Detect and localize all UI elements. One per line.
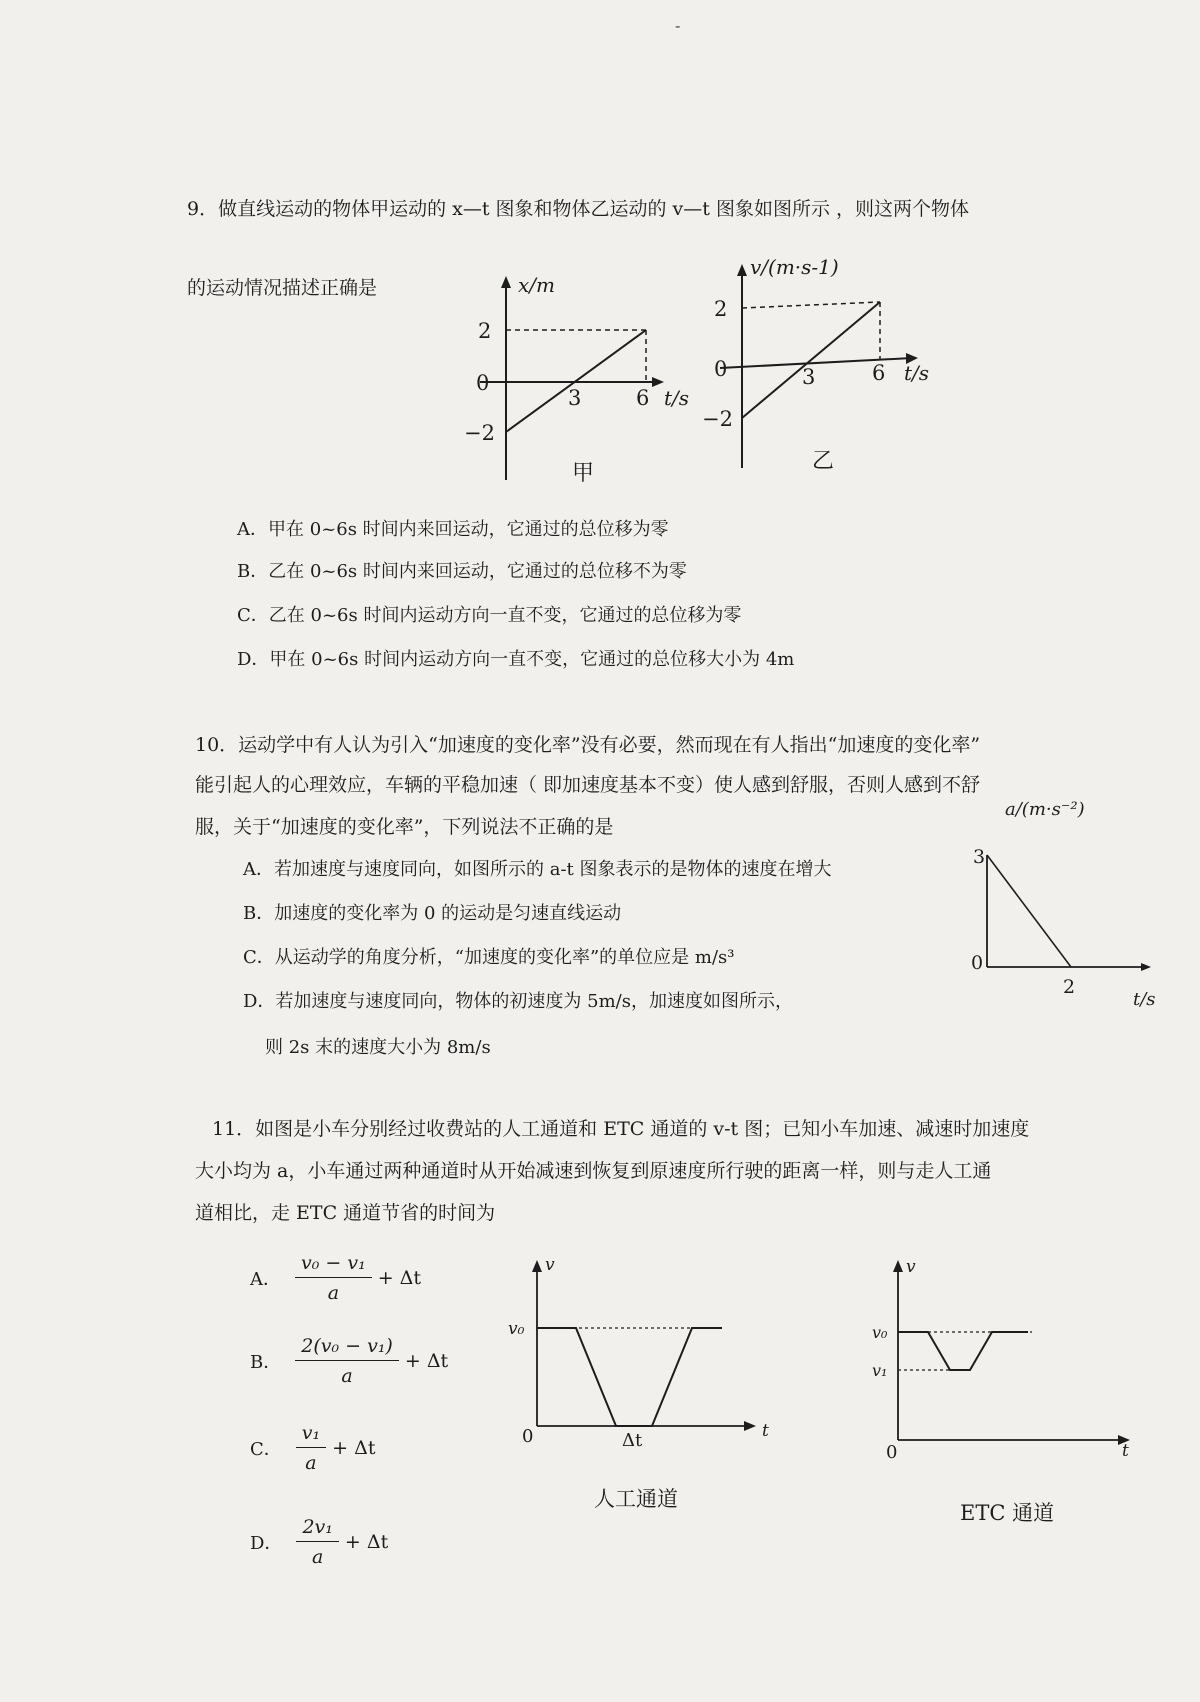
q9-graph-yi bbox=[700, 258, 960, 483]
tail-term: + Δt bbox=[332, 1437, 376, 1459]
q10-stem-line3: 服，关于“加速度的变化率”，下列说法不正确的是 bbox=[195, 816, 614, 838]
x-axis-arrow bbox=[1141, 963, 1151, 971]
q11-graph-etc bbox=[860, 1250, 1140, 1530]
fraction bbox=[296, 1422, 326, 1474]
y-axis-label: a/(m·s⁻²) bbox=[1005, 799, 1085, 820]
x-axis-label: t bbox=[762, 1421, 769, 1441]
q10-stem-line1: 10．运动学中有人认为引入“加速度的变化率”没有必要，然而现在有人指出“加速度的变化率” bbox=[195, 734, 981, 756]
graph-caption: 人工通道 bbox=[594, 1487, 678, 1511]
origin-label: 0 bbox=[522, 1426, 534, 1447]
option-label: B． bbox=[250, 1352, 282, 1373]
q9-option-c: C．乙在 0~6s 时间内运动方向一直不变，它通过的总位移为零 bbox=[237, 605, 742, 626]
x-tick-3: 3 bbox=[802, 365, 816, 389]
data-line bbox=[537, 1328, 722, 1426]
q11-stem-line2: 大小均为 a，小车通过两种通道时从开始减速到恢复到原速度所行驶的距离一样，则与走人工通 bbox=[195, 1160, 992, 1182]
q11-option-c bbox=[250, 1422, 375, 1474]
y-tick-3: 3 bbox=[973, 846, 986, 868]
header-mark: - bbox=[675, 16, 681, 35]
numerator: v₁ bbox=[296, 1422, 326, 1448]
x-axis-arrow bbox=[744, 1421, 756, 1431]
tail-term: + Δt bbox=[404, 1350, 449, 1372]
q10-option-b: B．加速度的变化率为 0 的运动是匀速直线运动 bbox=[243, 903, 622, 924]
x-tick-6: 6 bbox=[636, 386, 650, 410]
numerator: 2v₁ bbox=[296, 1516, 338, 1542]
denominator: a bbox=[305, 1452, 317, 1474]
y-axis-label: v bbox=[906, 1257, 916, 1277]
y-tick-2: 2 bbox=[714, 297, 728, 321]
q9-option-d: D．甲在 0~6s 时间内运动方向一直不变，它通过的总位移大小为 4m bbox=[237, 649, 795, 670]
x-tick-2: 2 bbox=[1063, 976, 1076, 998]
y-axis-label: v/(m·s-1) bbox=[750, 258, 839, 279]
fraction bbox=[296, 1516, 338, 1568]
graph-caption: 乙 bbox=[812, 449, 835, 474]
q9-stem-line1: 9．做直线运动的物体甲运动的 x—t 图象和物体乙运动的 v—t 图象如图所示 ，则这两个物体 bbox=[187, 198, 970, 220]
q10-option-d: D．若加速度与速度同向，物体的初速度为 5m/s，加速度如图所示， bbox=[243, 991, 793, 1012]
q11-stem-line1: 11．如图是小车分别经过收费站的人工通道和 ETC 通道的 v-t 图；已知小车加速、减速时加速度 bbox=[212, 1118, 1030, 1140]
graph-caption: 甲 bbox=[572, 461, 595, 486]
y-tick-neg2: −2 bbox=[464, 421, 495, 445]
q9-stem-line2: 的运动情况描述正确是 bbox=[187, 277, 378, 299]
origin-label: 0 bbox=[971, 952, 984, 974]
y-tick-0: 0 bbox=[714, 357, 728, 381]
x-axis-label: t/s bbox=[1133, 989, 1156, 1010]
q9-option-b: B．乙在 0~6s 时间内来回运动，它通过的总位移不为零 bbox=[237, 561, 687, 582]
tail-term: + Δt bbox=[377, 1267, 422, 1289]
numerator: 2(v₀ − v₁) bbox=[295, 1335, 399, 1361]
y-tick-neg2: −2 bbox=[702, 407, 733, 431]
q11-stem-line3: 道相比，走 ETC 通道节省的时间为 bbox=[195, 1202, 496, 1224]
option-label: C． bbox=[250, 1439, 282, 1460]
q11-option-a bbox=[250, 1252, 421, 1304]
y-tick-2: 2 bbox=[478, 319, 492, 343]
dt-label: Δt bbox=[622, 1430, 643, 1451]
q11-option-b bbox=[250, 1335, 448, 1387]
y-axis-label: x/m bbox=[518, 273, 555, 297]
y-axis-arrow bbox=[737, 264, 747, 276]
y-tick-0: 0 bbox=[476, 371, 490, 395]
q11-graph-manual bbox=[500, 1250, 800, 1520]
denominator: a bbox=[327, 1282, 340, 1304]
q10-option-d-cont: 则 2s 末的速度大小为 8m/s bbox=[265, 1037, 491, 1058]
x-axis-arrow bbox=[652, 377, 664, 387]
v1-label: v₁ bbox=[872, 1361, 888, 1380]
guide-y2 bbox=[742, 302, 880, 308]
option-label: D． bbox=[250, 1533, 283, 1554]
x-tick-3: 3 bbox=[568, 386, 582, 410]
numerator: v₀ − v₁ bbox=[295, 1252, 372, 1278]
q11-option-d bbox=[250, 1516, 388, 1568]
tail-term: + Δt bbox=[344, 1531, 389, 1553]
origin-label: 0 bbox=[886, 1442, 898, 1463]
fraction bbox=[295, 1335, 399, 1387]
q10-option-a: A．若加速度与速度同向，如图所示的 a-t 图象表示的是物体的速度在增大 bbox=[243, 859, 832, 880]
v0-label: v₀ bbox=[508, 1319, 525, 1339]
q9-option-a: A．甲在 0~6s 时间内来回运动，它通过的总位移为零 bbox=[237, 519, 669, 540]
data-line bbox=[898, 1332, 1028, 1370]
x-axis-label: t bbox=[1122, 1441, 1129, 1461]
denominator: a bbox=[312, 1546, 324, 1568]
y-axis-label: v bbox=[545, 1255, 555, 1275]
x-axis-label: t/s bbox=[664, 386, 690, 410]
y-axis-arrow bbox=[532, 1260, 542, 1272]
denominator: a bbox=[341, 1365, 353, 1387]
y-axis-arrow bbox=[893, 1260, 903, 1272]
q9-graph-jia bbox=[440, 270, 700, 495]
option-label: A． bbox=[250, 1269, 281, 1290]
fraction bbox=[295, 1252, 372, 1304]
q10-option-c: C．从运动学的角度分析，“加速度的变化率”的单位应是 m/s³ bbox=[243, 947, 735, 968]
q10-stem-line2: 能引起人的心理效应，车辆的平稳加速（ 即加速度基本不变）使人感到舒服，否则人感到不舒 bbox=[195, 774, 981, 796]
y-axis-arrow bbox=[501, 276, 511, 288]
v0-label: v₀ bbox=[872, 1323, 888, 1342]
q10-graph-at bbox=[955, 795, 1170, 1015]
x-tick-6: 6 bbox=[872, 361, 886, 385]
data-line bbox=[987, 855, 1071, 967]
graph-caption: ETC 通道 bbox=[960, 1501, 1055, 1525]
x-axis-label: t/s bbox=[904, 361, 930, 385]
